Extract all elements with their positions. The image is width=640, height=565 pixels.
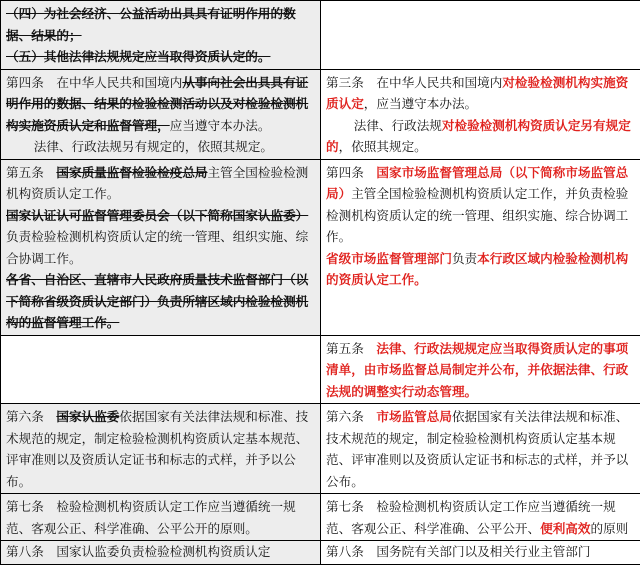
clause-paragraph [326, 496, 636, 539]
table-row [1, 541, 640, 565]
text-run: 第七条 检验检测机构资质认定工作应当遵循统一规范、客观公正、科学准确、公平公开、 [326, 499, 616, 536]
clause-paragraph [6, 162, 316, 205]
text-run: ，应当遵守本办法。 [364, 96, 477, 111]
text-run: 第八条 国家认监委负责检验检测机构资质认定 [6, 544, 270, 559]
old-text-cell [1, 159, 321, 335]
table-row [1, 159, 640, 335]
text-run: 法律、行政法规 [354, 118, 442, 133]
text-run: 主管全国检验检测机构资质认定工作，并负责检验检测机构资质认定的统一管理、组织实施、综合协调工作。 [326, 186, 628, 244]
deleted-text: 国家认证认可监督管理委员会（以下简称国家认监委） [6, 208, 308, 223]
deleted-text: 国家认监委 [56, 409, 119, 424]
text-run: 主管全国检验检测机构资质认定工作。 [6, 165, 308, 202]
text-run: 负责检验检测机构资质认定的统一管理、组织实施、综合协调工作。 [6, 229, 308, 266]
added-text: 对检验检测机构实施资质认定 [326, 75, 628, 112]
old-text-cell [1, 1, 321, 70]
text-run: 第五条 [6, 165, 56, 180]
clause-paragraph [326, 406, 636, 492]
clause-paragraph [6, 406, 316, 492]
added-text: 市场监管总局 [376, 409, 452, 424]
text-run: 应当遵守本办法。 [170, 118, 271, 133]
table-row [1, 494, 640, 541]
added-text: 省级市场监督管理部门 [326, 251, 452, 266]
new-text-cell [321, 1, 640, 70]
text-run: 的原则 [590, 521, 628, 536]
clause-paragraph [326, 162, 636, 248]
table-row [1, 335, 640, 404]
text-run: 负责 [452, 251, 477, 266]
clause-paragraph [6, 136, 316, 158]
clause-paragraph [326, 248, 636, 291]
text-run: 第七条 检验检测机构资质认定工作应当遵循统一规范、客观公正、科学准确、公平公开的原则。 [6, 499, 296, 536]
added-text: 法律、行政法规规定应当取得资质认定的事项清单，由市场监督总局制定并公布，并依据法律、行政法规的调整实行动态管理。 [326, 341, 628, 399]
new-text-cell [321, 494, 640, 541]
text-run: ，依照其规定。 [339, 139, 427, 154]
clause-paragraph [6, 541, 316, 563]
added-text: 本行政区域内检验检测机构的资质认定工作。 [326, 251, 628, 288]
text-run: 第五条 [326, 341, 376, 356]
clause-paragraph [326, 115, 636, 158]
new-text-cell [321, 159, 640, 335]
table-row [1, 1, 640, 70]
old-text-cell [1, 404, 321, 494]
text-run: 法律、行政法规另有规定的，依照其规定。 [34, 139, 273, 154]
clause-paragraph [6, 269, 316, 334]
clause-paragraph [326, 72, 636, 115]
old-text-cell [1, 541, 321, 565]
text-run: 第四条 在中华人民共和国境内 [6, 75, 182, 90]
new-text-cell [321, 541, 640, 565]
added-text: 便利高效 [540, 521, 590, 536]
clause-paragraph [6, 205, 316, 270]
clause-paragraph [6, 46, 316, 68]
text-run: 第八条 国务院有关部门以及相关行业主管部门 [326, 544, 590, 559]
table-row [1, 69, 640, 159]
deleted-text: （四）为社会经济、公益活动出具具有证明作用的数据、结果的； [6, 6, 296, 43]
old-text-cell [1, 335, 321, 404]
clause-paragraph [326, 338, 636, 403]
text-run: 第六条 [326, 409, 376, 424]
new-text-cell [321, 335, 640, 404]
text-run: 依据国家有关法律法规和标准、技术规范的规定，制定检验检测机构资质认定基本规范、评审准则以及资质认定证书和标志的式样，并予以公布。 [326, 409, 628, 489]
deleted-text: 各省、自治区、直辖市人民政府质量技术监督部门（以下简称省级资质认定部门）负责所辖区域内检验检测机构的监督管理工作。 [6, 272, 308, 330]
table-row [1, 404, 640, 494]
clause-paragraph [6, 3, 316, 46]
added-text: 对检验检测机构资质认定另有规定的 [326, 118, 631, 155]
clause-paragraph [6, 72, 316, 137]
text-run: 第六条 [6, 409, 56, 424]
deleted-text: （五）其他法律法规规定应当取得资质认定的。 [6, 49, 270, 64]
text-run: 第三条 在中华人民共和国境内 [326, 75, 502, 90]
added-text: 国家市场监督管理总局（以下简称市场监管总局） [326, 165, 628, 202]
text-run: 依据国家有关法律法规和标准、技术规范的规定，制定检验检测机构资质认定基本规范、评审准则以及资质认定证书和标志的式样，并予以公布。 [6, 409, 308, 489]
old-text-cell [1, 494, 321, 541]
deleted-text: 从事向社会出具具有证明作用的数据、结果的检验检测活动以及对检验检测机构实施资质认定和监督管理， [6, 75, 308, 133]
deleted-text: 国家质量监督检验检疫总局 [56, 165, 207, 180]
old-text-cell [1, 69, 321, 159]
clause-paragraph [6, 496, 316, 539]
clause-paragraph [326, 541, 636, 563]
new-text-cell [321, 69, 640, 159]
text-run: 第四条 [326, 165, 376, 180]
new-text-cell [321, 404, 640, 494]
